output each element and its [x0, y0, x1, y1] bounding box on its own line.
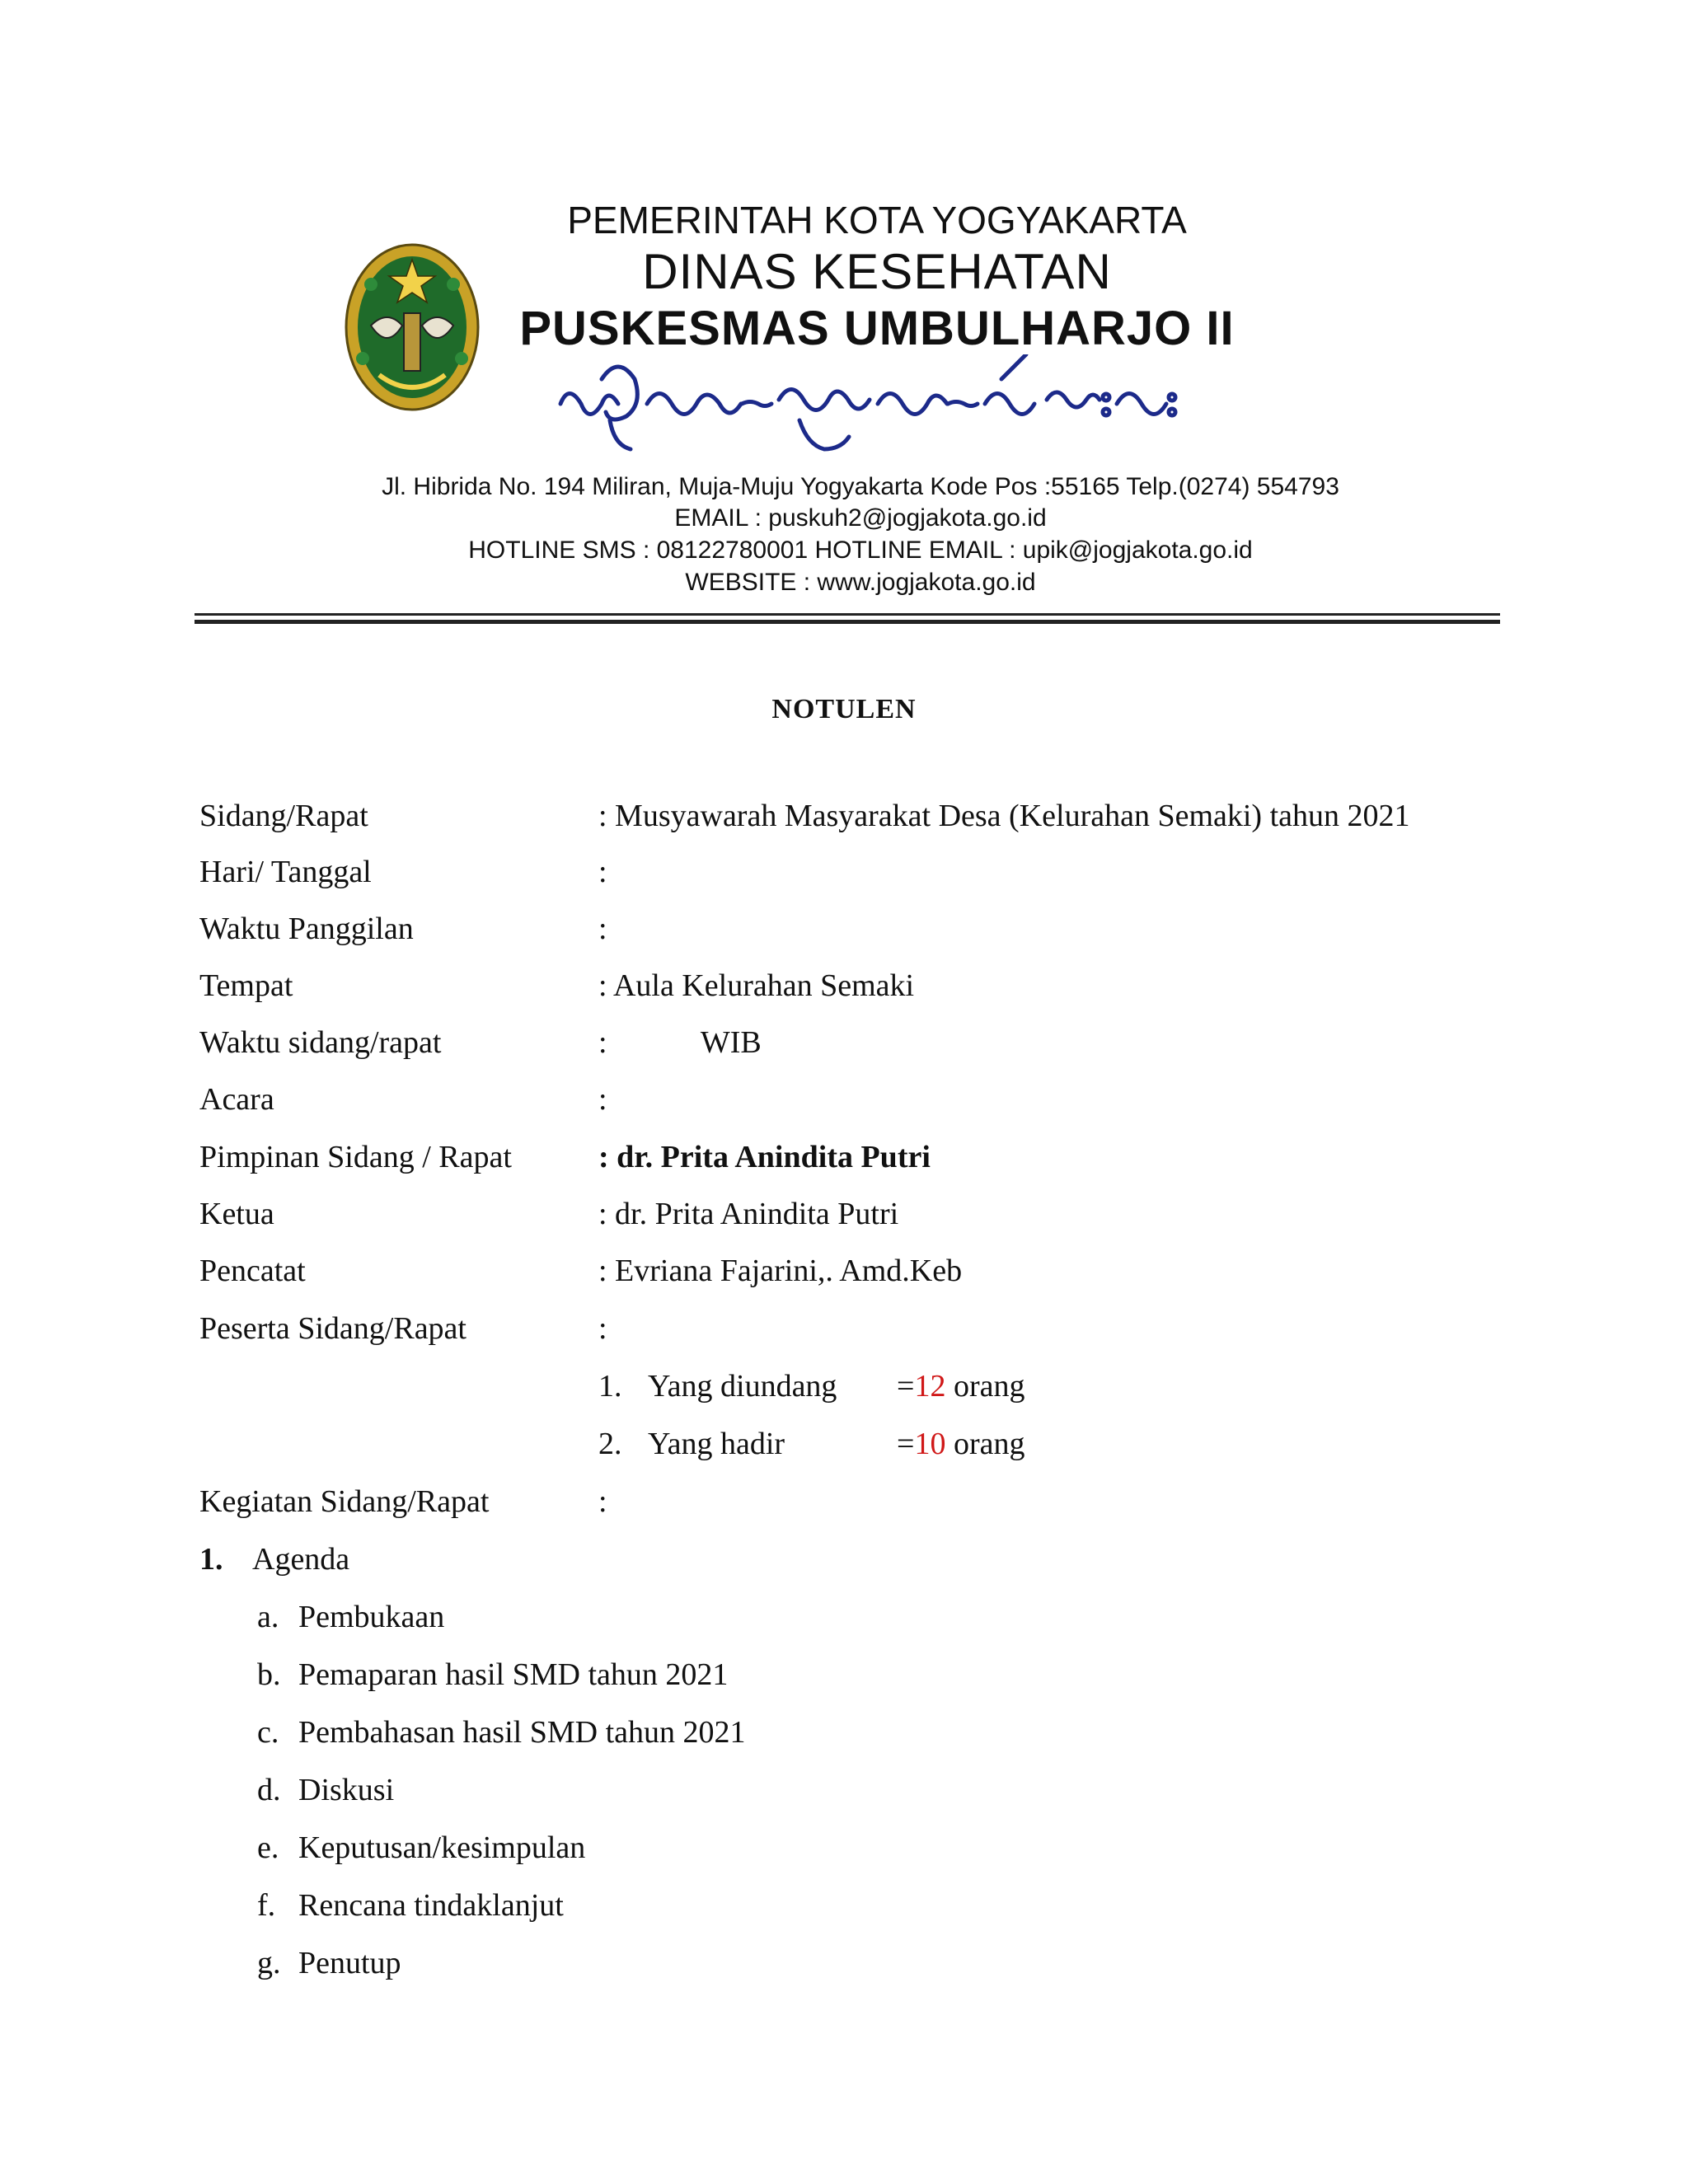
peserta-count-diundang: =12 orang [897, 1369, 1025, 1404]
letterhead-email: EMAIL : puskuh2@jogjakota.go.id [674, 504, 1047, 532]
field-value-peserta: : [598, 1311, 607, 1346]
agenda-number: 1. [199, 1542, 223, 1577]
peserta-label-hadir: Yang hadir [648, 1427, 785, 1461]
field-label-waktu-sidang: Waktu sidang/rapat [199, 1025, 442, 1060]
list-item: b. Pemaparan hasil SMD tahun 2021 [257, 1657, 729, 1692]
letterhead-department: DINAS KESEHATAN [642, 244, 1112, 299]
peserta-number: 1. [598, 1369, 622, 1404]
peserta-number: 2. [598, 1427, 622, 1461]
letterhead-government: PEMERINTAH KOTA YOGYAKARTA [567, 199, 1187, 241]
javanese-script-banner [552, 354, 1179, 462]
document-title: NOTULEN [771, 694, 917, 724]
list-item: g. Penutup [257, 1946, 401, 1980]
field-value-kegiatan: : [598, 1484, 607, 1519]
field-value-ketua: : dr. Prita Anindita Putri [598, 1197, 899, 1231]
field-label-tempat: Tempat [199, 968, 293, 1003]
field-value-waktu-panggilan: : [598, 912, 607, 946]
field-label-ketua: Ketua [199, 1197, 274, 1231]
field-value-hari-tanggal: : [598, 855, 607, 889]
field-label-pencatat: Pencatat [199, 1254, 306, 1288]
list-item: a. Pembukaan [257, 1600, 445, 1634]
field-value-waktu-sidang: : WIB [598, 1025, 762, 1060]
letterhead-website: WEBSITE : www.jogjakota.go.id [685, 569, 1036, 596]
field-label-sidang: Sidang/Rapat [199, 799, 368, 833]
field-label-kegiatan: Kegiatan Sidang/Rapat [199, 1484, 490, 1519]
letterhead-institution: PUSKESMAS UMBULHARJO II [519, 302, 1235, 355]
field-value-acara: : [598, 1082, 607, 1117]
list-item: f. Rencana tindaklanjut [257, 1888, 564, 1923]
agenda-list [257, 1599, 746, 2003]
letterhead-address: Jl. Hibrida No. 194 Miliran, Muja-Muju Yogyakarta Kode Pos :55165 Telp.(0274) 554793 [382, 473, 1339, 500]
field-value-sidang: : Musyawarah Masyarakat Desa (Kelurahan Semaki) tahun 2021 [598, 799, 1410, 833]
field-value-tempat: : Aula Kelurahan Semaki [598, 968, 915, 1003]
agenda-heading [199, 1541, 349, 1577]
field-value-pimpinan: : dr. Prita Anindita Putri [598, 1140, 931, 1174]
peserta-label-diundang: Yang diundang [648, 1369, 837, 1404]
letterhead-hotline: HOTLINE SMS : 08122780001 HOTLINE EMAIL : upik@jogjakota.go.id [468, 537, 1253, 564]
letterhead-divider-thin [195, 613, 1500, 616]
peserta-count-hadir: =10 orang [897, 1427, 1025, 1461]
field-value-pencatat: : Evriana Fajarini,. Amd.Keb [598, 1254, 963, 1288]
field-label-acara: Acara [199, 1082, 274, 1117]
field-label-peserta: Peserta Sidang/Rapat [199, 1311, 467, 1346]
field-label-hari-tanggal: Hari/ Tanggal [199, 855, 372, 889]
list-item: e. Keputusan/kesimpulan [257, 1830, 586, 1865]
field-label-waktu-panggilan: Waktu Panggilan [199, 912, 414, 946]
list-item: c. Pembahasan hasil SMD tahun 2021 [257, 1715, 746, 1750]
agenda-title: Agenda [252, 1542, 350, 1577]
letterhead-divider-thick [195, 620, 1500, 624]
field-label-pimpinan: Pimpinan Sidang / Rapat [199, 1140, 512, 1174]
list-item: d. Diskusi [257, 1773, 395, 1807]
